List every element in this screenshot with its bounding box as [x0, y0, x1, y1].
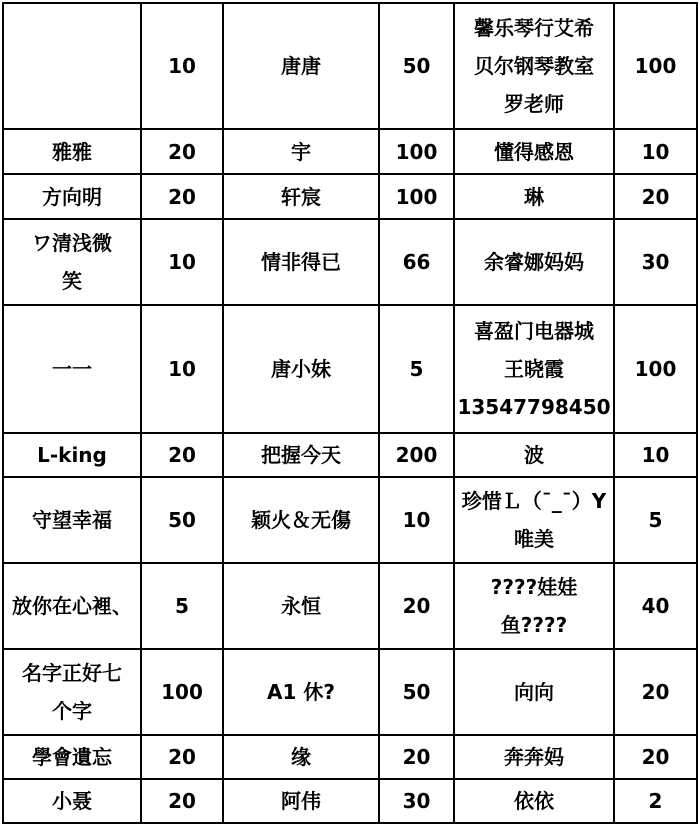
table-row — [3, 735, 697, 779]
name-cell: 把握今天 — [223, 433, 379, 477]
name-line: 唯美 — [514, 527, 554, 551]
name-cell: 奔奔妈 — [454, 735, 614, 779]
donor-table — [2, 2, 698, 824]
name-cell: 缘 — [223, 735, 379, 779]
name-cell — [454, 563, 614, 649]
name-cell — [454, 3, 614, 129]
name-line: 王晓霞 — [504, 357, 564, 381]
amount-cell: 20 — [141, 433, 223, 477]
name-cell: 余睿娜妈妈 — [454, 219, 614, 305]
name-cell: 宇 — [223, 129, 379, 174]
amount-cell: 20 — [141, 779, 223, 823]
amount-cell: 10 — [141, 3, 223, 129]
name-cell: 守望幸福 — [3, 477, 141, 563]
amount-cell: 10 — [379, 477, 454, 563]
table-row — [3, 433, 697, 477]
amount-cell: 200 — [379, 433, 454, 477]
amount-cell: 50 — [379, 649, 454, 735]
name-cell: 永恒 — [223, 563, 379, 649]
name-line: 个字 — [52, 699, 92, 723]
name-cell: 懂得感恩 — [454, 129, 614, 174]
table-row — [3, 3, 697, 129]
amount-cell: 2 — [614, 779, 697, 823]
name-line: 贝尔钢琴教室 — [474, 54, 594, 78]
name-line: 13547798450 — [457, 395, 611, 419]
amount-cell: 100 — [379, 129, 454, 174]
amount-cell: 30 — [614, 219, 697, 305]
name-line: 名字正好七 — [22, 661, 122, 685]
name-line: ????娃娃 — [490, 575, 578, 599]
name-line: 喜盈门电器城 — [474, 319, 594, 343]
amount-cell: 5 — [379, 305, 454, 433]
amount-cell: 20 — [379, 735, 454, 779]
name-cell — [454, 477, 614, 563]
name-line: ワ清浅微 — [32, 231, 112, 255]
table-row — [3, 305, 697, 433]
table-row — [3, 563, 697, 649]
name-line: 珍惜Ｌ（¯_¯）Y — [461, 489, 607, 513]
name-line: 鱼???? — [500, 613, 568, 637]
name-cell — [454, 305, 614, 433]
table-row — [3, 477, 697, 563]
amount-cell: 50 — [379, 3, 454, 129]
amount-cell: 20 — [379, 563, 454, 649]
amount-cell: 20 — [141, 129, 223, 174]
table-row — [3, 129, 697, 174]
name-cell: 方向明 — [3, 174, 141, 219]
name-cell — [3, 3, 141, 129]
amount-cell: 10 — [614, 433, 697, 477]
name-cell: 向向 — [454, 649, 614, 735]
amount-cell: 100 — [614, 305, 697, 433]
name-cell — [3, 219, 141, 305]
name-cell: 阿伟 — [223, 779, 379, 823]
amount-cell: 5 — [614, 477, 697, 563]
table-row — [3, 219, 697, 305]
name-line: 笑 — [62, 269, 82, 293]
amount-cell: 5 — [141, 563, 223, 649]
amount-cell: 20 — [141, 735, 223, 779]
amount-cell: 66 — [379, 219, 454, 305]
name-cell: L-king — [3, 433, 141, 477]
name-line: 罗老师 — [504, 92, 564, 116]
name-cell: 唐唐 — [223, 3, 379, 129]
name-cell: 小聂 — [3, 779, 141, 823]
name-cell: 波 — [454, 433, 614, 477]
name-cell: 琳 — [454, 174, 614, 219]
name-cell: 唐小妹 — [223, 305, 379, 433]
amount-cell: 100 — [379, 174, 454, 219]
name-cell: 轩宸 — [223, 174, 379, 219]
amount-cell: 20 — [614, 174, 697, 219]
amount-cell: 50 — [141, 477, 223, 563]
name-cell: A1 休? — [223, 649, 379, 735]
name-cell: 雅雅 — [3, 129, 141, 174]
name-cell: 颖火＆无傷 — [223, 477, 379, 563]
name-cell — [3, 649, 141, 735]
amount-cell: 20 — [141, 174, 223, 219]
table-row — [3, 174, 697, 219]
amount-cell: 10 — [141, 305, 223, 433]
amount-cell: 20 — [614, 735, 697, 779]
table-row — [3, 779, 697, 823]
amount-cell: 20 — [614, 649, 697, 735]
table-row — [3, 649, 697, 735]
name-cell: 一一 — [3, 305, 141, 433]
amount-cell: 10 — [614, 129, 697, 174]
name-cell: 情非得已 — [223, 219, 379, 305]
amount-cell: 100 — [141, 649, 223, 735]
name-cell: 學會遺忘 — [3, 735, 141, 779]
amount-cell: 40 — [614, 563, 697, 649]
amount-cell: 30 — [379, 779, 454, 823]
amount-cell: 10 — [141, 219, 223, 305]
amount-cell: 100 — [614, 3, 697, 129]
name-line: 馨乐琴行艾希 — [474, 16, 594, 40]
name-cell: 放你在心裡、 — [3, 563, 141, 649]
name-cell: 依依 — [454, 779, 614, 823]
